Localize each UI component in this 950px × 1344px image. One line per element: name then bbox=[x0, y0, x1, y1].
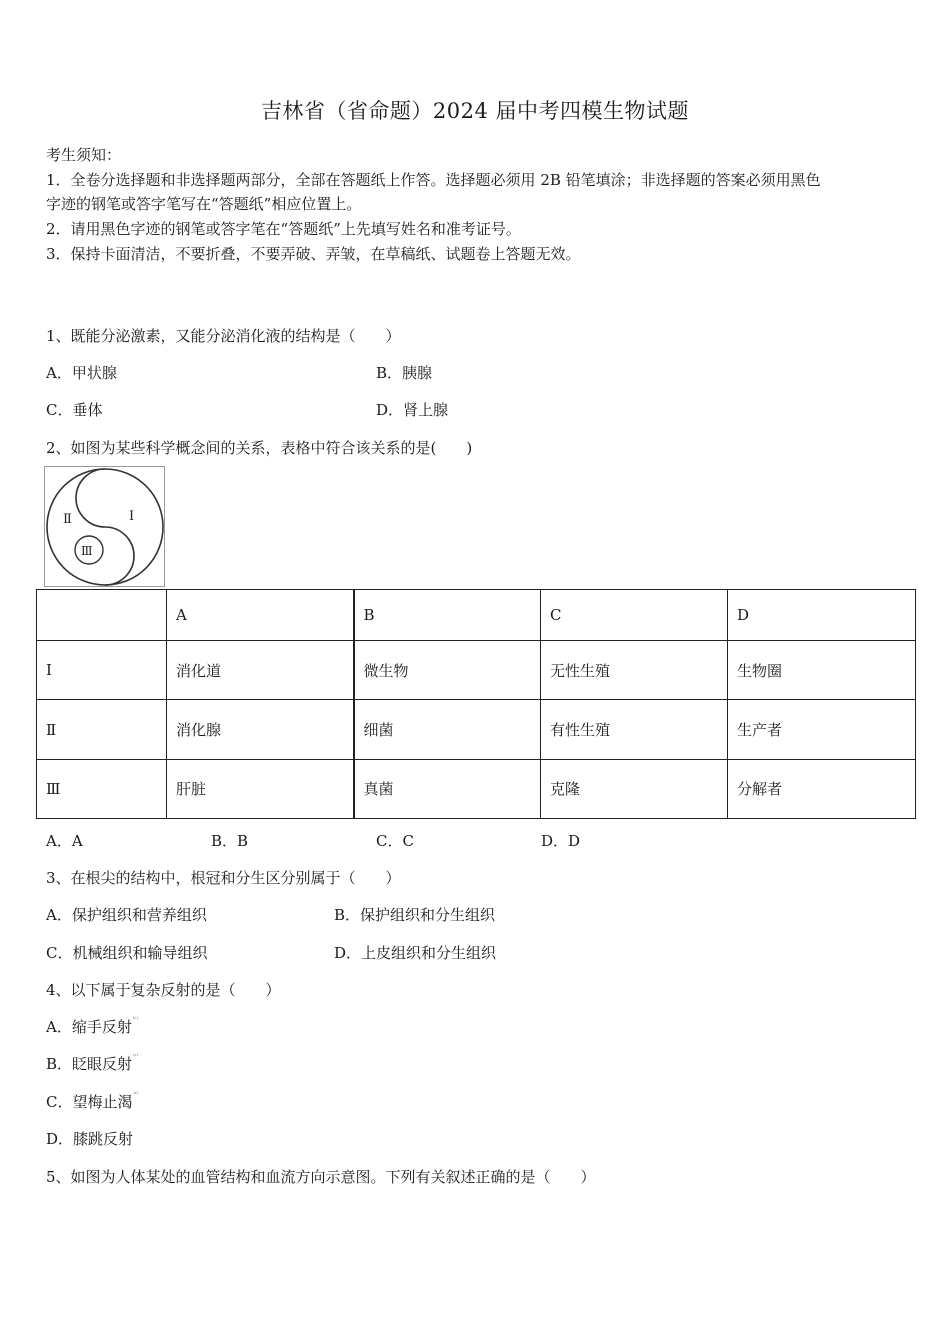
table-cell: 真菌 bbox=[354, 759, 541, 818]
table-cell: 分解者 bbox=[728, 759, 916, 818]
notice-line: 2．请用黑色字迹的钢笔或答字笔在“答题纸”上先填写姓名和准考证号。 bbox=[46, 220, 521, 238]
row-label: Ⅰ bbox=[37, 641, 167, 700]
option-c[interactable]: C．机械组织和输导组织 bbox=[46, 944, 208, 962]
option-b[interactable]: B．B bbox=[211, 832, 249, 850]
table-cell: 消化腺 bbox=[167, 700, 354, 759]
question-stem: 3、在根尖的结构中，根冠和分生区分别属于（ ） bbox=[46, 869, 401, 887]
line-break-mark-icon: ⁽ʳ⁾ bbox=[133, 1091, 139, 1098]
comparison-table bbox=[36, 589, 916, 819]
diagram-label-i: Ⅰ bbox=[129, 509, 135, 524]
row-label: Ⅲ bbox=[37, 759, 167, 818]
option-b[interactable] bbox=[46, 1053, 138, 1074]
table-row bbox=[37, 700, 916, 759]
diagram-label-iii: Ⅲ bbox=[81, 544, 93, 558]
question-stem: 2、如图为某些科学概念间的关系，表格中符合该关系的是( ) bbox=[46, 439, 473, 457]
option-c[interactable]: C．垂体 bbox=[46, 401, 103, 419]
page-title: 吉林省（省命题）2024 届中考四模生物试题 bbox=[260, 99, 690, 123]
table-header-d: D bbox=[728, 590, 916, 641]
option-b[interactable]: B．保护组织和分生组织 bbox=[334, 906, 496, 924]
option-d[interactable]: D．D bbox=[541, 832, 581, 850]
notice-line: 3．保持卡面清洁，不要折叠，不要弄破、弄皱，在草稿纸、试题卷上答题无效。 bbox=[46, 245, 581, 263]
option-a[interactable] bbox=[46, 1016, 138, 1037]
table-cell: 肝脏 bbox=[167, 759, 354, 818]
option-a[interactable]: A．甲状腺 bbox=[46, 364, 117, 382]
option-text: A．缩手反射 bbox=[46, 1018, 132, 1036]
option-a[interactable]: A．保护组织和营养组织 bbox=[46, 906, 207, 924]
table-row bbox=[37, 759, 916, 818]
diagram-label-ii: Ⅱ bbox=[63, 512, 72, 527]
line-break-mark-icon: ⁽ʳ⁾ bbox=[132, 1016, 138, 1023]
table-cell: 无性生殖 bbox=[541, 641, 728, 700]
question-stem: 1、既能分泌激素，又能分泌消化液的结构是（ ） bbox=[46, 327, 401, 345]
option-d[interactable]: D．膝跳反射 bbox=[46, 1130, 134, 1148]
yin-yang-diagram bbox=[45, 467, 164, 586]
option-c[interactable]: C．C bbox=[376, 832, 414, 850]
option-a[interactable]: A．A bbox=[46, 832, 83, 850]
table-header-a: A bbox=[167, 590, 354, 641]
question-stem: 4、以下属于复杂反射的是（ ） bbox=[46, 981, 281, 999]
notice-line: 字迹的钢笔或答字笔写在“答题纸”相应位置上。 bbox=[46, 195, 362, 213]
concept-relation-diagram bbox=[44, 466, 165, 587]
table-cell: 有性生殖 bbox=[541, 700, 728, 759]
notice-line: 1．全卷分选择题和非选择题两部分，全部在答题纸上作答。选择题必须用 2B 铅笔填涂；非选择题的答案必须用黑色 bbox=[46, 171, 821, 189]
option-text: C．望梅止渴 bbox=[46, 1093, 133, 1111]
table-cell: 克隆 bbox=[541, 759, 728, 818]
notice-heading: 考生须知： bbox=[46, 146, 122, 164]
row-label: Ⅱ bbox=[37, 700, 167, 759]
table-header-row bbox=[37, 590, 916, 641]
table-cell: 细菌 bbox=[354, 700, 541, 759]
table-cell: 生物圈 bbox=[728, 641, 916, 700]
question-stem: 5、如图为人体某处的血管结构和血流方向示意图。下列有关叙述正确的是（ ） bbox=[46, 1168, 596, 1186]
table-cell: 生产者 bbox=[728, 700, 916, 759]
option-b[interactable]: B．胰腺 bbox=[376, 364, 433, 382]
table-cell: 消化道 bbox=[167, 641, 354, 700]
table-header-c: C bbox=[541, 590, 728, 641]
option-c[interactable] bbox=[46, 1091, 139, 1112]
table-row bbox=[37, 641, 916, 700]
table-cell bbox=[37, 590, 167, 641]
option-d[interactable]: D．上皮组织和分生组织 bbox=[334, 944, 497, 962]
option-d[interactable]: D．肾上腺 bbox=[376, 401, 449, 419]
line-break-mark-icon: ⁽ʳ⁾ bbox=[133, 1053, 139, 1060]
option-text: B．眨眼反射 bbox=[46, 1055, 133, 1073]
table-cell: 微生物 bbox=[354, 641, 541, 700]
table-header-b: B bbox=[354, 590, 541, 641]
